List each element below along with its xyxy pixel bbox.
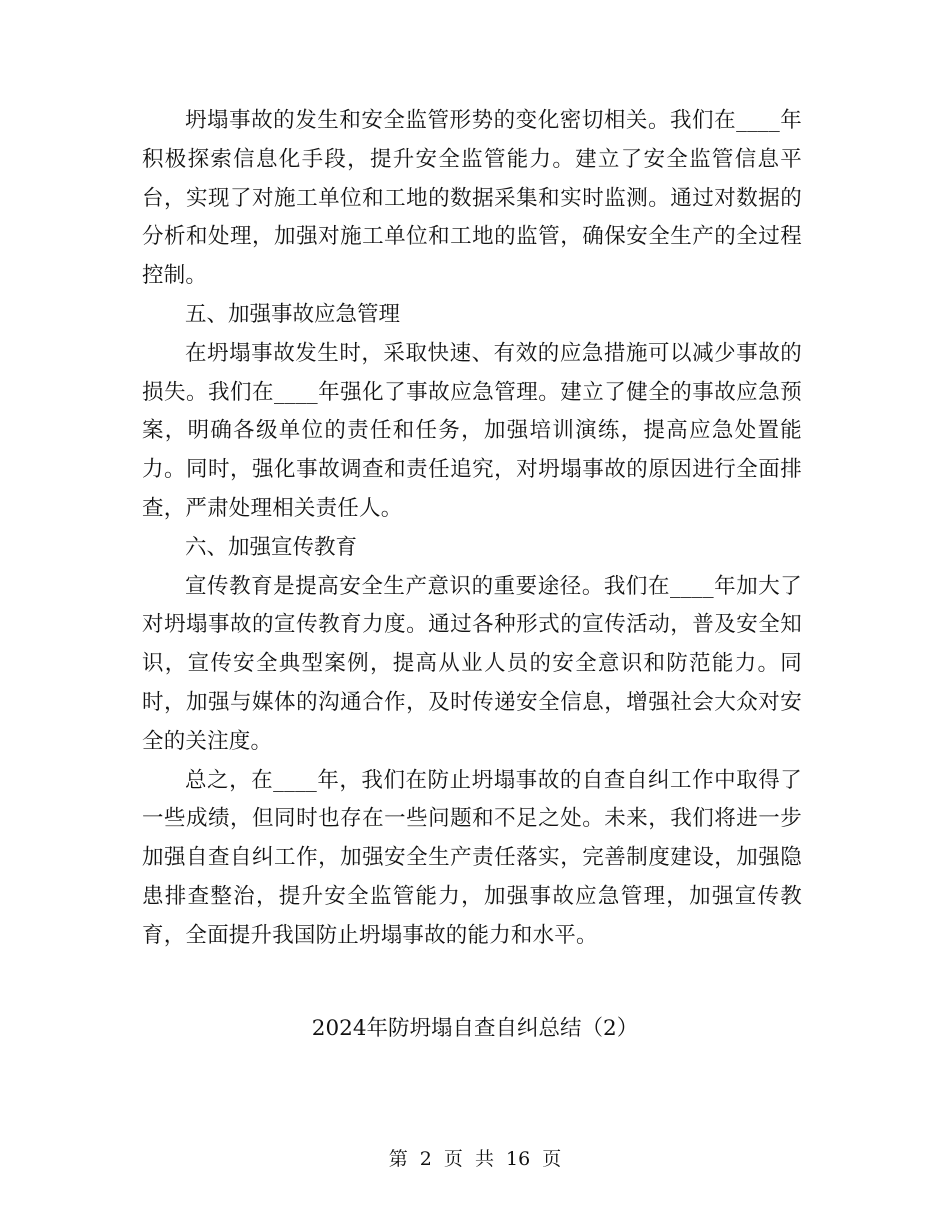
paragraph-info-platform: 坍塌事故的发生和安全监管形势的变化密切相关。我们在____年积极探索信息化手段，提升安全监管能力。建立了安全监管信息平台，实现了对施工单位和工地的数据采集和实时监测。通过对数据的分析和处理，加强对施工单位和工地的监管，确保安全生产的全过程控制。 <box>142 108 802 289</box>
document-body <box>142 102 802 956</box>
paragraph-emergency: 在坍塌事故发生时，采取快速、有效的应急措施可以减少事故的损失。我们在____年强化了事故应急管理。建立了健全的事故应急预案，明确各级单位的责任和任务，加强培训演练，提高应急处置能力。同时，强化事故调查和责任追究，对坍塌事故的原因进行全面排查，严肃处理相关责任人。 <box>142 340 802 521</box>
paragraph-conclusion: 总之，在____年，我们在防止坍塌事故的自查自纠工作中取得了一些成绩，但同时也存在一些问题和不足之处。未来，我们将进一步加强自查自纠工作，加强安全生产责任落实，完善制度建设，加强隐患排查整治，提升安全监管能力，加强事故应急管理，加强宣传教育，全面提升我国防止坍塌事故的能力和水平。 <box>142 767 802 948</box>
next-section-title: 2024年防坍塌自查自纠总结（2） <box>311 1016 639 1041</box>
page-number-footer: 第 2 页 共 16 页 <box>388 1148 562 1170</box>
paragraph-publicity: 宣传教育是提高安全生产意识的重要途径。我们在____年加大了对坍塌事故的宣传教育力度。通过各种形式的宣传活动，普及安全知识，宣传安全典型案例，提高从业人员的安全意识和防范能力。同时，加强与媒体的沟通合作，及时传递安全信息，增强社会大众对安全的关注度。 <box>142 573 802 754</box>
section-heading-publicity: 六、加强宣传教育 <box>185 534 358 560</box>
section-heading-emergency: 五、加强事故应急管理 <box>185 301 401 327</box>
